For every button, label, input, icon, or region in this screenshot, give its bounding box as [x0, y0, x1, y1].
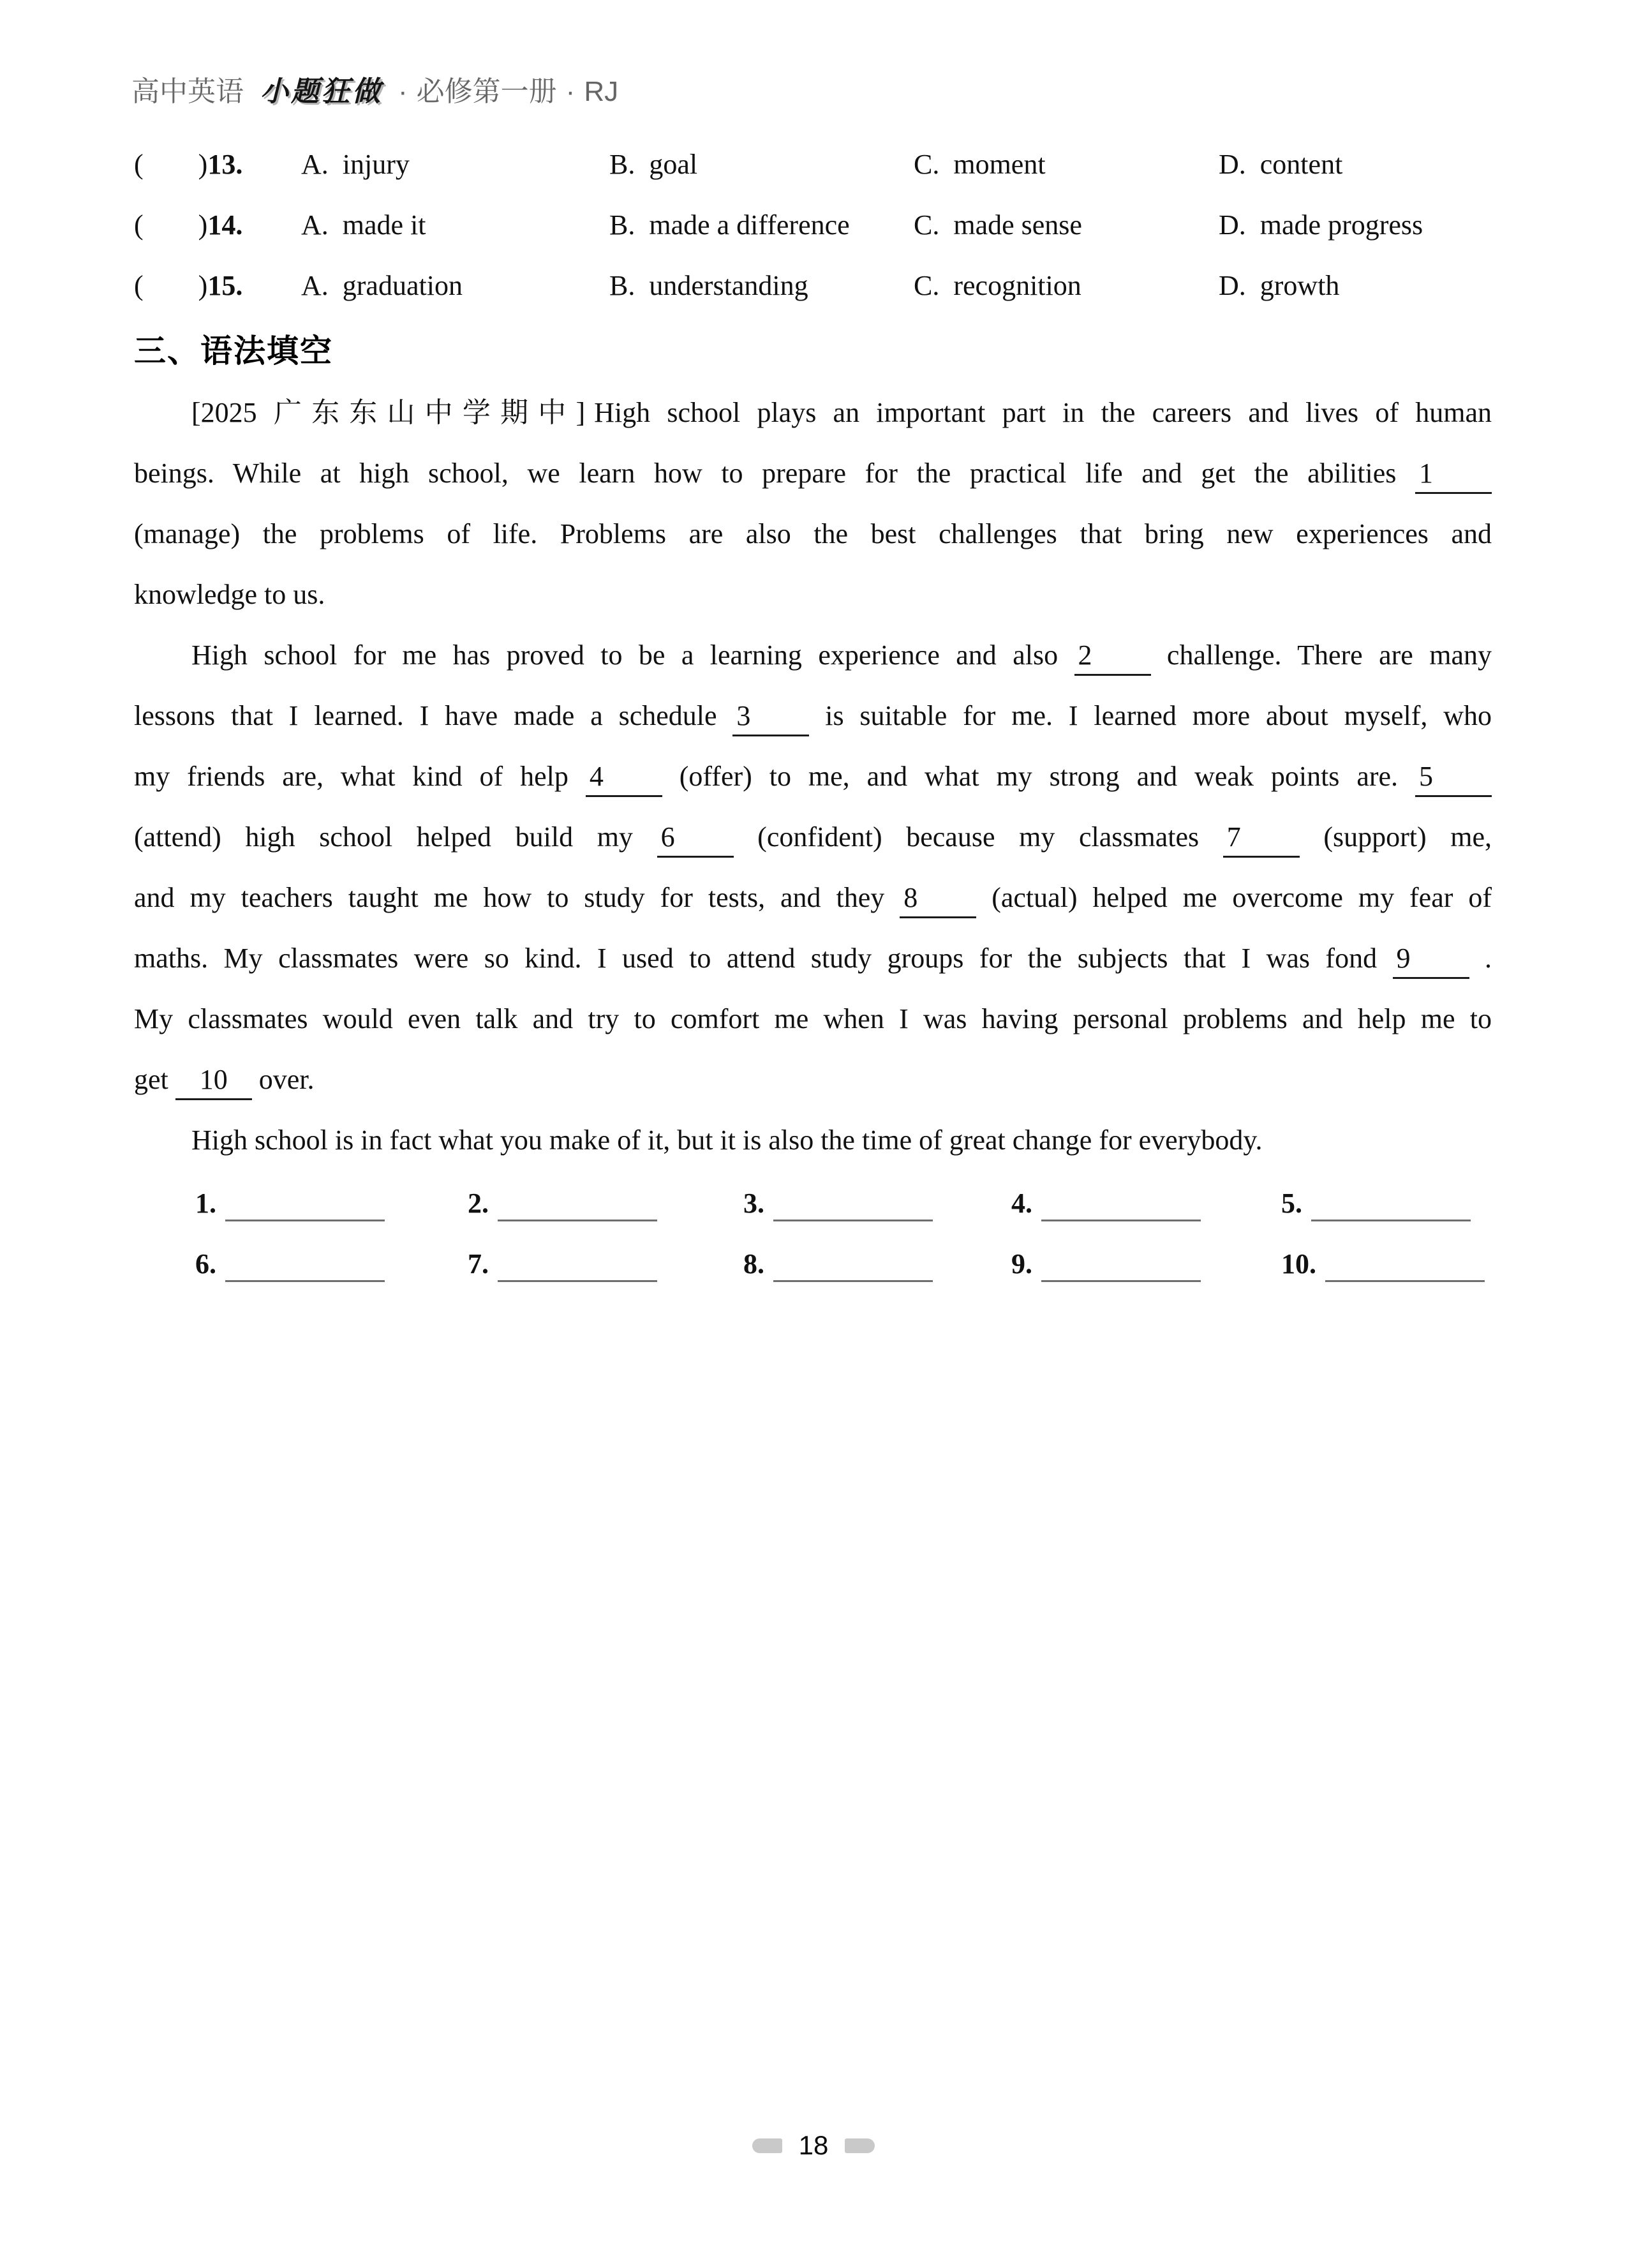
bracket-close: )	[198, 270, 208, 301]
footer-right-pill-decoration	[845, 2138, 875, 2153]
option-text: moment	[953, 149, 1046, 180]
answer-blank-line	[498, 1198, 657, 1221]
passage-text: (confident) because my classmates	[733, 821, 1223, 853]
header-separator: ·	[565, 76, 576, 107]
header-brand-logo: 小题狂做	[260, 76, 383, 107]
bracket-close: )	[198, 209, 208, 241]
mcq-answer-bracket	[134, 195, 301, 255]
inline-blank: 5	[1415, 761, 1492, 797]
mcq-question-row	[134, 134, 1492, 195]
mcq-section	[134, 134, 1492, 316]
option-label: A.	[301, 149, 329, 180]
answer-number: 9.	[1011, 1248, 1032, 1279]
passage-text: beings. While at high school, we learn how to prepare for the practical life and get the abilities	[134, 458, 1415, 489]
bracket-close: )	[198, 149, 208, 180]
passage-text: my friends are, what kind of help	[134, 761, 586, 792]
mcq-option	[301, 134, 609, 195]
option-text: made progress	[1259, 209, 1423, 241]
inline-blank: 4	[586, 761, 662, 797]
inline-blank: 10	[175, 1064, 252, 1100]
answer-cell	[1281, 1234, 1492, 1294]
answer-blank-line	[1041, 1258, 1201, 1282]
mcq-question-row	[134, 195, 1492, 255]
answer-number: 2.	[468, 1188, 489, 1219]
option-label: B.	[609, 149, 635, 180]
mcq-option	[609, 134, 914, 195]
option-label: A.	[301, 270, 329, 301]
answer-cell	[1011, 1234, 1281, 1294]
option-text: made a difference	[649, 209, 850, 241]
option-label: B.	[609, 270, 635, 301]
passage-text: and my teachers taught me how to study for tests, and they	[134, 882, 900, 913]
page-footer	[0, 2130, 1627, 2161]
page-header	[131, 74, 618, 110]
footer-left-pill-decoration	[752, 2138, 782, 2153]
passage-text: .	[1469, 943, 1492, 974]
mcq-option	[301, 255, 609, 316]
passage-line	[134, 746, 1492, 807]
mcq-option	[301, 195, 609, 255]
answer-cell	[1011, 1173, 1281, 1234]
inline-blank: 3	[732, 700, 809, 736]
passage-line	[134, 443, 1492, 504]
mcq-option	[1219, 195, 1492, 255]
answer-number: 4.	[1011, 1188, 1032, 1219]
option-text: recognition	[953, 270, 1081, 301]
option-label: A.	[301, 209, 329, 241]
option-label: D.	[1219, 149, 1246, 180]
passage-text: High school plays an important part in the careers and lives of human	[594, 397, 1492, 428]
answer-row	[195, 1173, 1492, 1234]
passage-text: (manage) the problems of life. Problems are also the best challenges that bring new experiences and	[134, 518, 1492, 549]
mcq-option	[609, 195, 914, 255]
mcq-answer-bracket	[134, 255, 301, 316]
answer-cell	[468, 1234, 743, 1294]
mcq-answer-bracket	[134, 134, 301, 195]
answer-number: 8.	[743, 1248, 764, 1279]
passage-text: High school for me has proved to be a learning experience and also	[191, 639, 1074, 671]
answer-blank-line	[773, 1198, 933, 1221]
passage-text: lessons that I learned. I have made a schedule	[134, 700, 733, 731]
answer-number: 6.	[195, 1248, 216, 1279]
page-number: 18	[798, 2130, 829, 2160]
option-text: made sense	[953, 209, 1082, 241]
inline-blank: 9	[1393, 943, 1469, 979]
answer-cell	[195, 1234, 468, 1294]
header-edition: RJ	[584, 76, 619, 107]
passage-line	[134, 807, 1492, 867]
option-label: C.	[914, 270, 940, 301]
header-course: 高中英语	[131, 76, 244, 107]
answer-number: 5.	[1281, 1188, 1302, 1219]
inline-blank: 1	[1415, 458, 1492, 494]
answer-blank-line	[225, 1258, 385, 1282]
inline-blank: 7	[1223, 821, 1300, 858]
passage-text: High school is in fact what you make of it, but it is also the time of great change for everybody.	[191, 1124, 1263, 1156]
option-label: C.	[914, 149, 940, 180]
option-text: growth	[1259, 270, 1340, 301]
passage-text: (offer) to me, and what my strong and weak points are.	[662, 761, 1415, 792]
answer-blank-line	[1311, 1198, 1471, 1221]
option-label: B.	[609, 209, 635, 241]
option-text: content	[1259, 149, 1343, 180]
answer-blank-line	[225, 1198, 385, 1221]
passage-line	[134, 504, 1492, 564]
inline-blank: 8	[900, 882, 976, 918]
passage-line	[134, 1110, 1492, 1170]
option-label: C.	[914, 209, 940, 241]
option-text: graduation	[342, 270, 463, 301]
answer-blank-line	[498, 1258, 657, 1282]
mcq-option	[1219, 255, 1492, 316]
answer-cell	[468, 1173, 743, 1234]
inline-blank: 6	[657, 821, 734, 858]
header-separator: ·	[398, 76, 408, 107]
passage-text: knowledge to us.	[134, 579, 325, 610]
bracket-open: (	[134, 149, 144, 180]
answer-cell	[1281, 1173, 1492, 1234]
answer-cell	[743, 1234, 1011, 1294]
passage-line	[134, 867, 1492, 928]
grammar-section-heading: 三、语法填空	[134, 333, 333, 369]
inline-blank: 2	[1074, 639, 1151, 676]
option-label: D.	[1219, 270, 1246, 301]
mcq-option	[914, 255, 1219, 316]
answer-blank-line	[773, 1258, 933, 1282]
passage-text: (support) me,	[1299, 821, 1492, 853]
passage-line	[134, 382, 1492, 443]
bracket-open: (	[134, 209, 144, 241]
option-text: made it	[342, 209, 426, 241]
passage-text: challenge. There are many	[1150, 639, 1492, 671]
passage-text: maths. My classmates were so kind. I used to attend study groups for the subjects that I was fond	[134, 943, 1393, 974]
header-volume: 必修第一册	[416, 76, 557, 107]
answer-sheet	[195, 1173, 1492, 1294]
bracket-open: (	[134, 270, 144, 301]
passage-line	[134, 625, 1492, 685]
passage-line	[134, 989, 1492, 1049]
answer-row	[195, 1234, 1492, 1294]
passage-line	[134, 928, 1492, 989]
question-number: 14.	[207, 209, 243, 241]
question-number: 15.	[207, 270, 243, 301]
answer-blank-line	[1325, 1258, 1485, 1282]
mcq-option	[914, 195, 1219, 255]
mcq-option	[1219, 134, 1492, 195]
option-label: D.	[1219, 209, 1246, 241]
grammar-passage	[134, 382, 1492, 1170]
answer-number: 1.	[195, 1188, 216, 1219]
answer-number: 3.	[743, 1188, 764, 1219]
answer-blank-line	[1041, 1198, 1201, 1221]
option-text: goal	[649, 149, 698, 180]
passage-text: over.	[251, 1064, 315, 1095]
answer-cell	[195, 1173, 468, 1234]
passage-line	[134, 564, 1492, 625]
mcq-question-row	[134, 255, 1492, 316]
passage-line	[134, 685, 1492, 746]
option-text: understanding	[649, 270, 808, 301]
passage-text: is suitable for me. I learned more about myself, who	[809, 700, 1492, 731]
mcq-option	[914, 134, 1219, 195]
answer-cell	[743, 1173, 1011, 1234]
passage-text: (attend) high school helped build my	[134, 821, 657, 853]
question-number: 13.	[207, 149, 243, 180]
passage-text: My classmates would even talk and try to comfort me when I was having personal problems and help me to	[134, 1003, 1492, 1034]
mcq-option	[609, 255, 914, 316]
source-tag: [2025 广东东山中学期中]	[191, 397, 586, 428]
passage-line	[134, 1049, 1492, 1110]
answer-number: 7.	[468, 1248, 489, 1279]
worksheet-body	[134, 134, 1492, 1294]
answer-number: 10.	[1281, 1248, 1316, 1279]
option-text: injury	[342, 149, 410, 180]
passage-text: (actual) helped me overcome my fear of	[976, 882, 1492, 913]
passage-text: get	[134, 1064, 175, 1095]
